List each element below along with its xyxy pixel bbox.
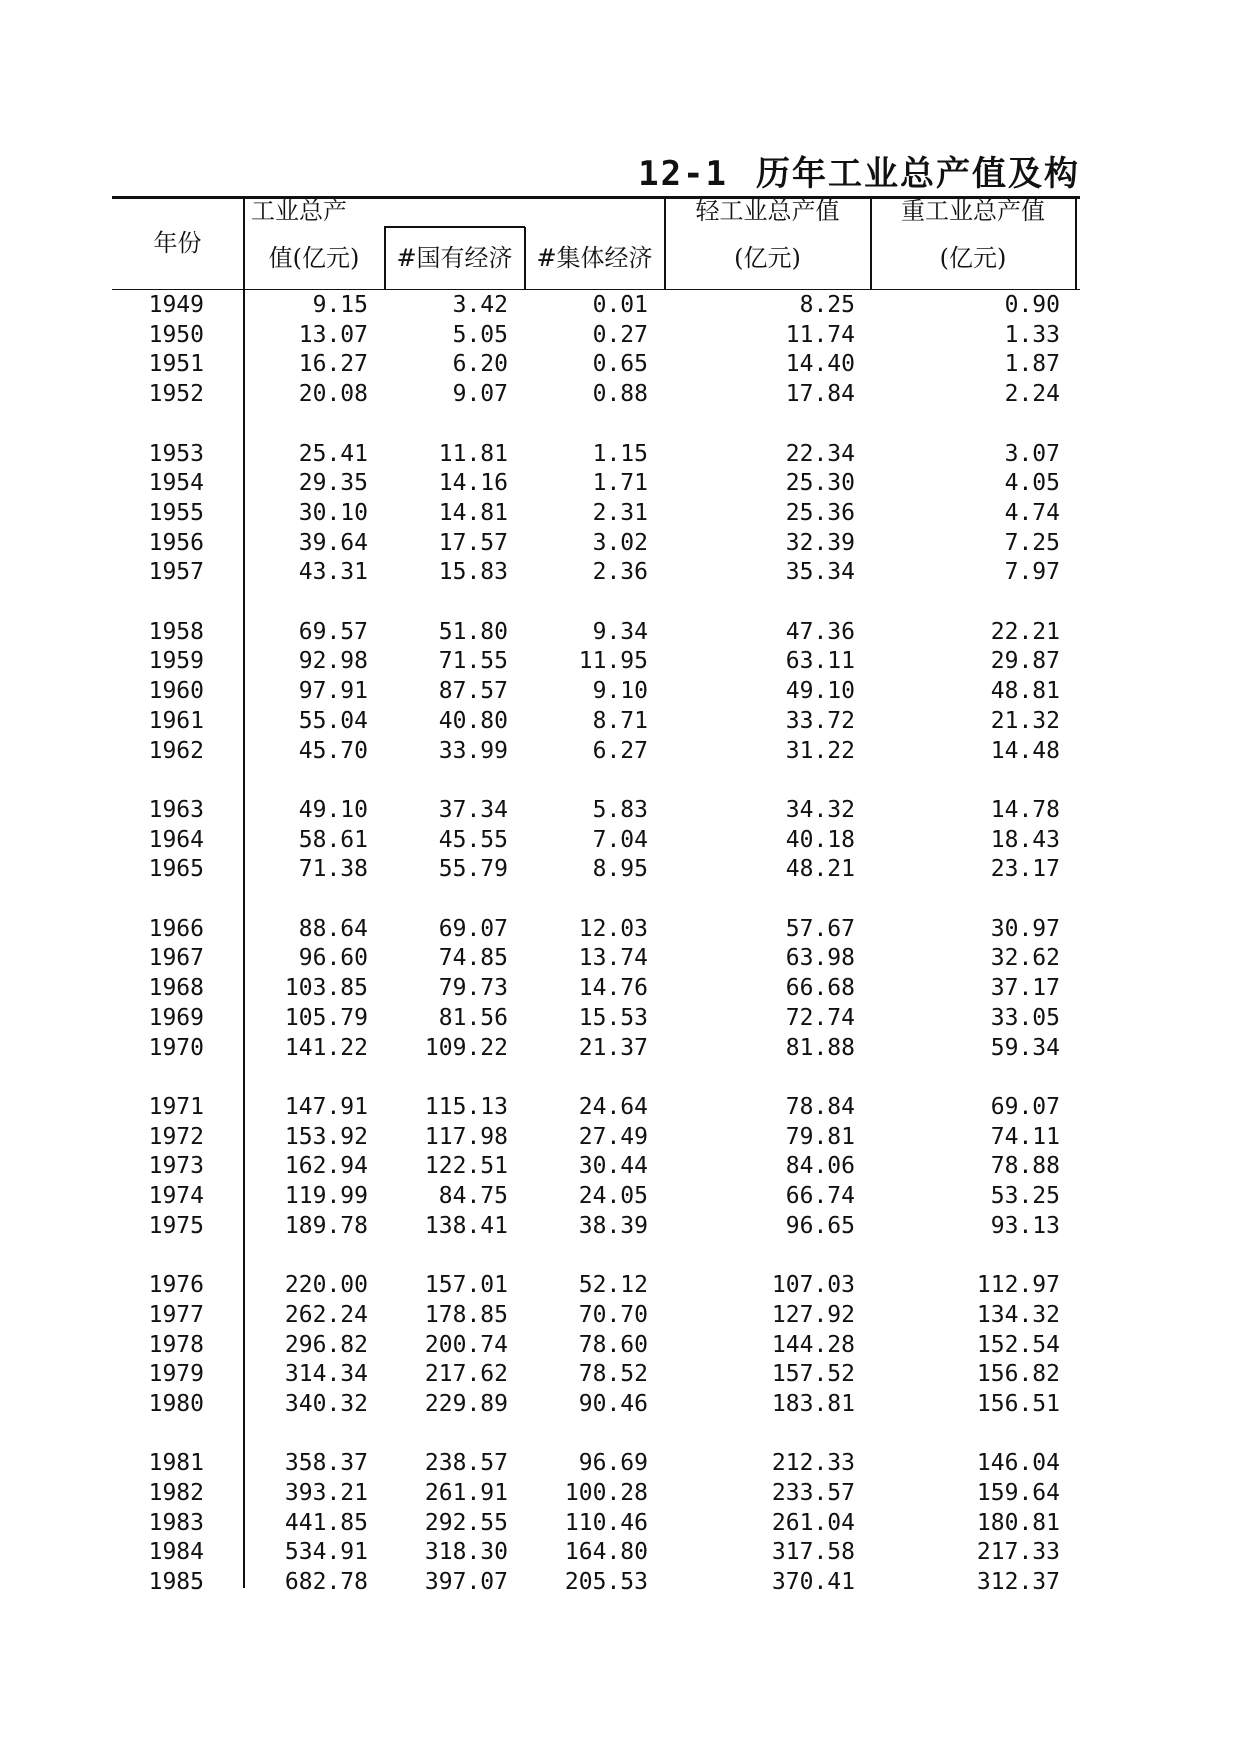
cell-year: 1965 [148,856,204,883]
cell-heavy-industry: 22.21 [990,618,1060,645]
cell-total: 39.64 [298,529,368,556]
cell-light-industry: 261.04 [771,1509,855,1536]
cell-year: 1981 [148,1450,204,1477]
cell-state-owned: 15.83 [438,559,508,586]
cell-state-owned: 157.01 [424,1272,508,1299]
cell-heavy-industry: 112.97 [976,1272,1060,1299]
cell-total: 147.91 [284,1093,368,1120]
table-row [0,1359,1240,1389]
cell-collective: 38.39 [578,1212,648,1239]
cell-state-owned: 200.74 [424,1331,508,1358]
header-sub-rule [384,226,525,228]
cell-state-owned: 109.22 [424,1034,508,1061]
cell-year: 1979 [148,1361,204,1388]
page-title [638,150,1080,198]
table-title-text: 历年工业总产值及构 [756,154,1080,194]
header-total-line1: 工业总产 [251,197,347,225]
cell-collective: 12.03 [578,915,648,942]
cell-light-industry: 233.57 [771,1480,855,1506]
cell-light-industry: 22.34 [785,440,855,467]
table-row [0,1448,1240,1478]
cell-collective: 110.46 [564,1509,648,1536]
cell-heavy-industry: 74.11 [990,1123,1060,1150]
table-row [0,1092,1240,1122]
cell-total: 58.61 [298,826,368,853]
header-divider [1075,197,1077,289]
cell-heavy-industry: 4.05 [1004,470,1060,497]
cell-collective: 9.34 [592,618,648,645]
cell-collective: 8.95 [592,856,648,883]
cell-year: 1985 [148,1569,204,1596]
cell-year: 1984 [148,1539,204,1566]
cell-total: 534.91 [284,1539,368,1566]
table-row [0,498,1240,528]
cell-heavy-industry: 14.48 [990,737,1060,764]
cell-light-industry: 57.67 [785,915,855,942]
cell-state-owned: 79.73 [438,975,508,1002]
table-row [0,943,1240,973]
cell-heavy-industry: 53.25 [990,1183,1060,1209]
cell-year: 1980 [148,1390,204,1417]
cell-year: 1977 [148,1301,204,1328]
cell-state-owned: 138.41 [424,1212,508,1239]
cell-total: 162.94 [284,1153,368,1180]
cell-collective: 78.60 [578,1331,648,1358]
cell-state-owned: 292.55 [424,1509,508,1536]
table-row [0,1151,1240,1181]
cell-collective: 100.28 [564,1480,648,1506]
cell-collective: 24.05 [578,1183,648,1209]
cell-light-industry: 33.72 [785,707,855,734]
cell-state-owned: 69.07 [438,915,508,942]
table-row [0,439,1240,469]
cell-year: 1970 [148,1034,204,1061]
cell-state-owned: 33.99 [438,737,508,764]
cell-heavy-industry: 1.87 [1004,351,1060,378]
cell-total: 340.32 [284,1390,368,1417]
cell-total: 92.98 [298,648,368,675]
cell-light-industry: 8.25 [799,292,855,318]
cell-collective: 90.46 [578,1390,648,1417]
cell-collective: 15.53 [578,1004,648,1031]
cell-year: 1954 [148,470,204,497]
cell-total: 314.34 [284,1361,368,1388]
cell-light-industry: 49.10 [785,678,855,705]
cell-total: 393.21 [284,1480,368,1506]
cell-light-industry: 66.68 [785,975,855,1002]
cell-state-owned: 6.20 [452,351,508,378]
cell-total: 13.07 [298,321,368,348]
cell-year: 1950 [148,321,204,348]
table-row [0,854,1240,884]
table-row [0,1122,1240,1152]
table-number: 12-1 [638,154,728,194]
cell-year: 1978 [148,1331,204,1358]
table-row [0,1567,1240,1597]
cell-total: 43.31 [298,559,368,586]
cell-state-owned: 3.42 [452,292,508,318]
cell-total: 119.99 [284,1183,368,1209]
cell-year: 1973 [148,1153,204,1180]
cell-total: 69.57 [298,618,368,645]
table-row [0,528,1240,558]
cell-heavy-industry: 4.74 [1004,499,1060,526]
cell-total: 49.10 [298,796,368,823]
cell-state-owned: 11.81 [438,440,508,467]
cell-total: 71.38 [298,856,368,883]
cell-state-owned: 81.56 [438,1004,508,1031]
header-heavy-line1: 重工业总产值 [901,197,1045,225]
cell-light-industry: 25.36 [785,499,855,526]
table-row [0,557,1240,587]
table-row [0,1033,1240,1063]
table-row [0,646,1240,676]
cell-heavy-industry: 312.37 [976,1569,1060,1596]
cell-total: 220.00 [284,1272,368,1299]
cell-collective: 5.83 [592,796,648,823]
cell-heavy-industry: 0.90 [1004,292,1060,318]
cell-heavy-industry: 93.13 [990,1212,1060,1239]
cell-total: 189.78 [284,1212,368,1239]
cell-heavy-industry: 217.33 [976,1539,1060,1566]
cell-light-industry: 40.18 [785,826,855,853]
cell-year: 1964 [148,826,204,853]
cell-year: 1958 [148,618,204,645]
cell-heavy-industry: 1.33 [1004,321,1060,348]
cell-light-industry: 35.34 [785,559,855,586]
cell-heavy-industry: 180.81 [976,1509,1060,1536]
cell-light-industry: 25.30 [785,470,855,497]
cell-collective: 6.27 [592,737,648,764]
cell-light-industry: 144.28 [771,1331,855,1358]
cell-light-industry: 72.74 [785,1004,855,1031]
cell-year: 1975 [148,1212,204,1239]
cell-year: 1951 [148,351,204,378]
cell-state-owned: 318.30 [424,1539,508,1566]
cell-heavy-industry: 48.81 [990,678,1060,705]
header-collective: #集体经济 [536,244,653,272]
cell-heavy-industry: 30.97 [990,915,1060,942]
table-row [0,1478,1240,1508]
cell-heavy-industry: 37.17 [990,975,1060,1002]
cell-heavy-industry: 156.51 [976,1390,1060,1417]
cell-total: 96.60 [298,945,368,972]
cell-total: 16.27 [298,351,368,378]
cell-state-owned: 397.07 [424,1569,508,1596]
cell-year: 1959 [148,648,204,675]
header-light-line2: (亿元) [734,244,801,272]
table-row [0,1003,1240,1033]
cell-year: 1952 [148,381,204,408]
cell-heavy-industry: 3.07 [1004,440,1060,467]
cell-collective: 0.65 [592,351,648,378]
cell-collective: 30.44 [578,1153,648,1180]
header-total-line2: 值(亿元) [268,244,360,272]
cell-light-industry: 63.11 [785,648,855,675]
cell-collective: 2.31 [592,499,648,526]
cell-heavy-industry: 7.97 [1004,559,1060,586]
cell-heavy-industry: 14.78 [990,796,1060,823]
cell-collective: 2.36 [592,559,648,586]
cell-total: 141.22 [284,1034,368,1061]
cell-total: 20.08 [298,381,368,408]
cell-collective: 3.02 [592,529,648,556]
cell-state-owned: 84.75 [438,1183,508,1209]
cell-collective: 0.27 [592,321,648,348]
cell-heavy-industry: 7.25 [1004,529,1060,556]
cell-year: 1976 [148,1272,204,1299]
table-row [0,973,1240,1003]
cell-year: 1968 [148,975,204,1002]
header-light-line1: 轻工业总产值 [695,197,840,225]
cell-collective: 11.95 [578,648,648,675]
cell-collective: 205.53 [564,1569,648,1596]
cell-heavy-industry: 159.64 [976,1480,1060,1506]
cell-collective: 21.37 [578,1034,648,1061]
cell-collective: 164.80 [564,1539,648,1566]
cell-total: 29.35 [298,470,368,497]
cell-collective: 9.10 [592,678,648,705]
cell-year: 1966 [148,915,204,942]
cell-collective: 8.71 [592,707,648,734]
cell-light-industry: 14.40 [785,351,855,378]
cell-state-owned: 40.80 [438,707,508,734]
header-heavy-line2: (亿元) [939,244,1007,272]
table-row [0,1389,1240,1419]
cell-state-owned: 71.55 [438,648,508,675]
table-row [0,914,1240,944]
cell-state-owned: 37.34 [438,796,508,823]
cell-light-industry: 157.52 [771,1361,855,1388]
cell-heavy-industry: 78.88 [990,1153,1060,1180]
cell-total: 25.41 [298,440,368,467]
cell-heavy-industry: 69.07 [990,1093,1060,1120]
table-row [0,468,1240,498]
cell-light-industry: 370.41 [771,1569,855,1596]
cell-light-industry: 81.88 [785,1034,855,1061]
cell-year: 1963 [148,796,204,823]
cell-year: 1962 [148,737,204,764]
table-row [0,320,1240,350]
cell-year: 1967 [148,945,204,972]
table-row [0,795,1240,825]
cell-light-industry: 47.36 [785,618,855,645]
cell-collective: 0.88 [592,381,648,408]
cell-year: 1972 [148,1123,204,1150]
cell-total: 262.24 [284,1301,368,1328]
cell-heavy-industry: 33.05 [990,1004,1060,1031]
cell-collective: 13.74 [578,945,648,972]
cell-collective: 52.12 [578,1272,648,1299]
cell-total: 103.85 [284,975,368,1002]
cell-light-industry: 84.06 [785,1153,855,1180]
cell-heavy-industry: 21.32 [990,707,1060,734]
cell-total: 30.10 [298,499,368,526]
table-row [0,676,1240,706]
cell-collective: 78.52 [578,1361,648,1388]
cell-collective: 0.01 [592,292,648,318]
cell-year: 1953 [148,440,204,467]
cell-heavy-industry: 2.24 [1004,381,1060,408]
cell-light-industry: 317.58 [771,1539,855,1566]
cell-light-industry: 34.32 [785,796,855,823]
cell-heavy-industry: 146.04 [976,1450,1060,1477]
cell-year: 1949 [148,292,204,318]
cell-collective: 24.64 [578,1093,648,1120]
table-row [0,1270,1240,1300]
cell-state-owned: 261.91 [424,1480,508,1506]
cell-heavy-industry: 152.54 [976,1331,1060,1358]
table-row [0,290,1240,320]
cell-state-owned: 17.57 [438,529,508,556]
cell-light-industry: 127.92 [771,1301,855,1328]
cell-year: 1955 [148,499,204,526]
cell-collective: 27.49 [578,1123,648,1150]
cell-total: 45.70 [298,737,368,764]
cell-state-owned: 87.57 [438,678,508,705]
table-row [0,1181,1240,1211]
cell-collective: 7.04 [592,826,648,853]
table-row [0,617,1240,647]
table-row [0,379,1240,409]
cell-collective: 96.69 [578,1450,648,1477]
cell-light-industry: 66.74 [785,1183,855,1209]
cell-state-owned: 14.16 [438,470,508,497]
cell-state-owned: 45.55 [438,826,508,853]
table-row [0,1330,1240,1360]
cell-total: 105.79 [284,1004,368,1031]
table-row [0,1300,1240,1330]
cell-collective: 70.70 [578,1301,648,1328]
cell-light-industry: 17.84 [785,381,855,408]
cell-total: 88.64 [298,915,368,942]
cell-state-owned: 117.98 [424,1123,508,1150]
cell-state-owned: 5.05 [452,321,508,348]
cell-state-owned: 14.81 [438,499,508,526]
cell-state-owned: 74.85 [438,945,508,972]
table-row [0,1508,1240,1538]
header-state-owned: #国有经济 [396,244,513,272]
cell-year: 1974 [148,1183,204,1209]
cell-total: 97.91 [298,678,368,705]
cell-collective: 14.76 [578,975,648,1002]
cell-state-owned: 178.85 [424,1301,508,1328]
cell-state-owned: 9.07 [452,381,508,408]
cell-collective: 1.15 [592,440,648,467]
table-row [0,349,1240,379]
cell-light-industry: 183.81 [771,1390,855,1417]
cell-light-industry: 78.84 [785,1093,855,1120]
cell-total: 296.82 [284,1331,368,1358]
cell-light-industry: 11.74 [785,321,855,348]
cell-heavy-industry: 29.87 [990,648,1060,675]
cell-year: 1982 [148,1480,204,1506]
cell-year: 1983 [148,1509,204,1536]
cell-heavy-industry: 59.34 [990,1034,1060,1061]
cell-collective: 1.71 [592,470,648,497]
table-row [0,1537,1240,1567]
cell-light-industry: 107.03 [771,1272,855,1299]
cell-year: 1960 [148,678,204,705]
cell-total: 55.04 [298,707,368,734]
cell-light-industry: 31.22 [785,737,855,764]
cell-light-industry: 63.98 [785,945,855,972]
cell-heavy-industry: 156.82 [976,1361,1060,1388]
cell-heavy-industry: 23.17 [990,856,1060,883]
cell-state-owned: 122.51 [424,1153,508,1180]
table-row [0,736,1240,766]
cell-total: 9.15 [312,292,368,318]
cell-year: 1969 [148,1004,204,1031]
cell-heavy-industry: 18.43 [990,826,1060,853]
table-row [0,1211,1240,1241]
cell-year: 1971 [148,1093,204,1120]
cell-light-industry: 48.21 [785,856,855,883]
cell-state-owned: 217.62 [424,1361,508,1388]
cell-state-owned: 55.79 [438,856,508,883]
cell-state-owned: 115.13 [424,1093,508,1120]
cell-state-owned: 51.80 [438,618,508,645]
cell-total: 153.92 [284,1123,368,1150]
cell-light-industry: 96.65 [785,1212,855,1239]
header-year: 年份 [153,229,202,257]
cell-year: 1956 [148,529,204,556]
cell-year: 1961 [148,707,204,734]
table-row [0,825,1240,855]
cell-light-industry: 212.33 [771,1450,855,1477]
cell-light-industry: 32.39 [785,529,855,556]
cell-state-owned: 238.57 [424,1450,508,1477]
table-row [0,706,1240,736]
cell-heavy-industry: 134.32 [976,1301,1060,1328]
cell-total: 682.78 [284,1569,368,1596]
cell-total: 358.37 [284,1450,368,1477]
cell-year: 1957 [148,559,204,586]
cell-total: 441.85 [284,1509,368,1536]
cell-light-industry: 79.81 [785,1123,855,1150]
cell-state-owned: 229.89 [424,1390,508,1417]
cell-heavy-industry: 32.62 [990,945,1060,972]
